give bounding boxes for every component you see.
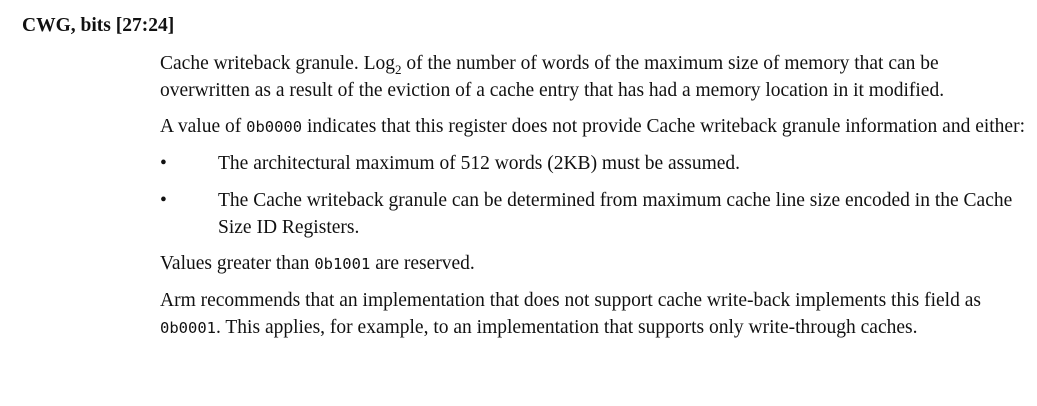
zero-value-text-start: A value of (160, 116, 247, 137)
description-paragraph (160, 50, 1030, 104)
zero-value-text-end: indicates that this register does not provide Cache writeback granule information and either: (302, 116, 1025, 137)
list-item (160, 150, 1030, 177)
zero-value-paragraph (160, 113, 1030, 141)
log-base-subscript: 2 (394, 62, 402, 77)
reserved-paragraph (160, 250, 1030, 278)
field-heading: CWG, bits [27:24] (22, 15, 175, 36)
recommendation-text-start: Arm recommends that an implementation that does not support cache write-back implements this field as (160, 290, 981, 311)
field-description (160, 50, 1030, 351)
reserved-code: 0b1001 (314, 255, 371, 273)
list-item (160, 187, 1030, 241)
recommendation-text-end: . This applies, for example, to an implementation that supports only write-through caches. (216, 317, 918, 338)
recommendation-paragraph (160, 287, 1030, 342)
description-text-start: Cache writeback granule. Log (160, 53, 395, 74)
list-item-text: The Cache writeback granule can be determined from maximum cache line size encoded in the Cache Size ID Registers. (218, 190, 1013, 238)
description-text-end: of the number of words of the maximum size of memory that can be overwritten as a result of the eviction of a cache entry that has had a memory location in it modified. (160, 53, 945, 101)
recommendation-code: 0b0001 (160, 319, 216, 337)
reserved-text-start: Values greater than (160, 253, 315, 274)
zero-value-code: 0b0000 (246, 118, 303, 136)
reserved-text-end: are reserved. (370, 253, 475, 274)
list-item-text: The architectural maximum of 512 words (2KB) must be assumed. (218, 153, 741, 174)
options-list (160, 150, 1030, 241)
bullet-icon: • (160, 153, 167, 174)
bullet-icon: • (160, 190, 167, 211)
